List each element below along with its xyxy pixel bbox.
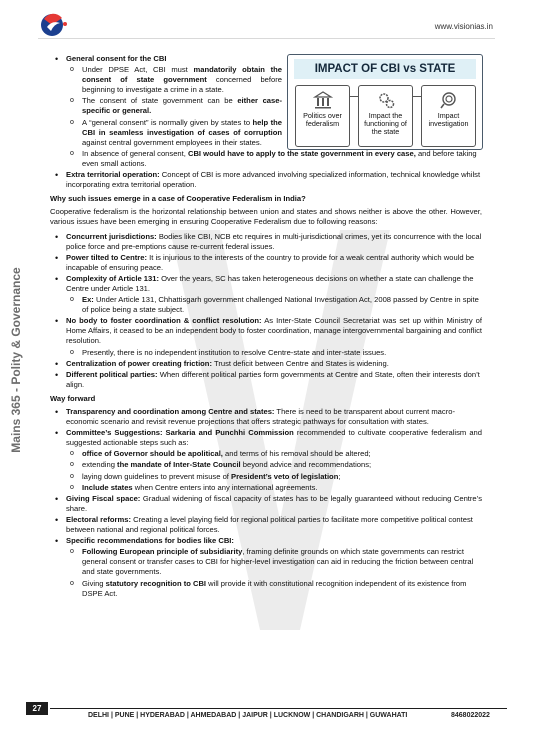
list-item: • Committee’s Suggestions: Sarkaria and Punchhi Commission recommended to cultivate cooperative federalism and suggested actionable steps such as: [50, 428, 482, 448]
list-item: • Specific recommendations for bodies like CBI: [50, 536, 482, 546]
tile-label: Politics over federalism [303, 111, 342, 128]
page-number: 27 [26, 702, 48, 715]
section-heading: Way forward [50, 393, 96, 403]
list-item: o Giving statutory recognition to CBI will provide it with constitutional recognition independent of its existence from DSPE Act. [50, 579, 482, 599]
list-item: • Power tilted to Centre: It is injurious to the interests of the country to provide for a weak central authority which would be incapable of ensuring peace. [50, 253, 482, 273]
tile-label: Impact investigation [428, 111, 469, 128]
list-item: o Ex: Under Article 131, Chhattisgarh government challenged National Investigation Act, 2008 passed by Centre in spite of police being a state subject. [50, 295, 482, 315]
list-item: • No body to foster coordination & conflict resolution: As Inter-State Council Secretariat was set up within Ministry of Home Affairs, it ceased to be an independent body to foster coordination, manage intergovernmental bargaining and conflict resolution. [50, 316, 482, 346]
list-item: o Presently, there is no independent institution to resolve Centre-state and inter-state issues. [50, 348, 482, 358]
list-item: o Following European principle of subsidiarity, framing definite grounds on which state governments can restrict general consent or transfer cases to CBI for higher-level investigation can aid in reducing the friction between central and state governments. [50, 547, 482, 577]
main-content [50, 54, 482, 600]
list-item: • Giving Fiscal space: Gradual widening of fiscal capacity of states has to be legally guaranteed without reducing Centre’s share. [50, 494, 482, 514]
infographic-title: IMPACT OF CBI vs STATE [294, 59, 476, 79]
footer-cities: DELHI | PUNE | HYDERABAD | AHMEDABAD | JAIPUR | LUCKNOW | CHANDIGARH | GUWAHATI [88, 712, 408, 719]
list-item: • Electoral reforms: Creating a level playing field for regional political parties to facilitate more competitive political contest between national and regional political forces. [50, 515, 482, 535]
list-item: o Include states when Centre enters into any international agreements. [50, 483, 482, 493]
list-item: o extending the mandate of Inter-State Council beyond advice and recommendations; [50, 460, 482, 470]
site-url[interactable]: www.visionias.in [434, 22, 493, 31]
vision-ias-logo [38, 10, 68, 40]
list-item: o office of Governor should be apolitical, and terms of his removal should be altered; [50, 449, 482, 459]
footer-divider [50, 708, 507, 709]
list-item: • Complexity of Article 131: Over the years, SC has taken heterogeneous decisions on whether a state can challenge the Centre under Article 131. [50, 274, 482, 294]
list-item: o laying down guidelines to prevent misuse of President’s veto of legislation; [50, 472, 482, 482]
list-item: o The consent of state government can be either case-specific or general. [50, 96, 282, 116]
list-item: • Transparency and coordination among Centre and states: There is need to be transparent about current macro-economic scenario and revisit revenue projections that offers strategic pathways for consultation with states. [50, 407, 482, 427]
list-item: o In absence of general consent, CBI would have to apply to the state government in every case, and before taking even small actions. [50, 149, 482, 169]
list-item: • General consent for the CBI [50, 54, 282, 64]
list-item: o A “general consent” is normally given by states to help the CBI in seamless investigation of cases of corruption against central government employees in their states. [50, 118, 282, 148]
tile-label: Impact the functioning of the state [364, 111, 407, 136]
list-item: • Different political parties: When different political parties form governments at Centre and State, often their interests don’t align. [50, 370, 482, 390]
list-item: • Extra territorial operation: Concept of CBI is more advanced involving specialized information, technical knowledge whilst incorporating extra territorial operation. [50, 170, 482, 190]
footer-phone: 8468022022 [451, 712, 490, 719]
paragraph: Cooperative federalism is the horizontal relationship between union and states and shows neither is above the other. However, various issues have been emerging in ensuring Cooperative Federalism due to following reasons: [50, 207, 482, 227]
header-divider [38, 38, 495, 39]
sidebar-label: Mains 365 - Polity & Governance [9, 267, 23, 453]
list-item: • Centralization of power creating friction: Trust deficit between Centre and States is widening. [50, 359, 482, 369]
section-heading: Why such issues emerge in a case of Cooperative Federalism in India? [50, 194, 306, 204]
list-item: • Concurrent jurisdictions: Bodies like CBI, NCB etc requires in multi-jurisdictional crimes, yet its concurrence with the local police force and pre-emptions cause re-current federal issues. [50, 232, 482, 252]
list-item: o Under DPSE Act, CBI must mandatorily obtain the consent of state government concerned before beginning to investigate a crime in a state. [50, 65, 282, 95]
